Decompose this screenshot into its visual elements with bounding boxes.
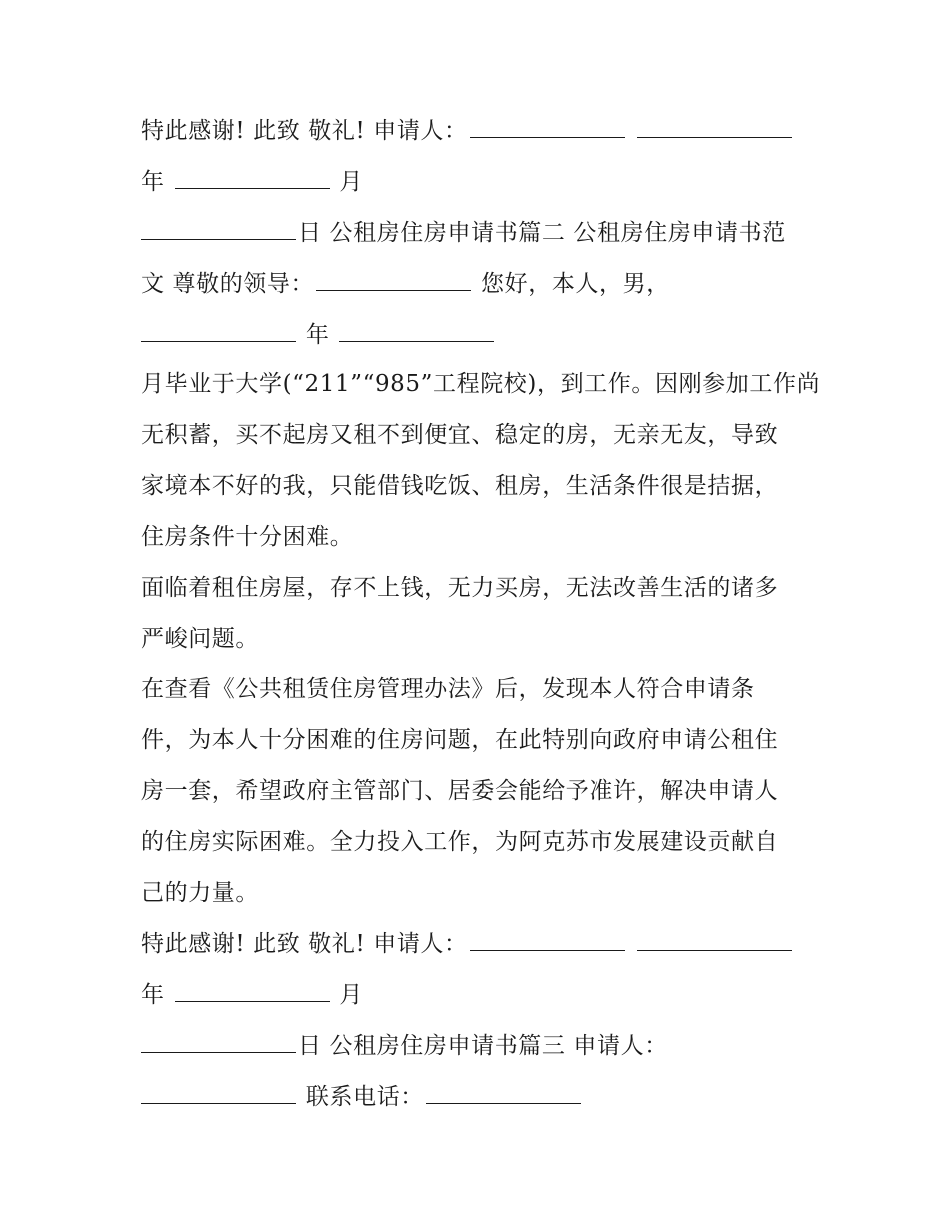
text-line: 家境本不好的我，只能借钱吃饭、租房，生活条件很是拮据， [141,473,779,499]
text-line: 年 月 [141,979,363,1010]
text-line: 在查看《公共租赁住房管理办法》后，发现本人符合申请条 [141,676,755,702]
text-line: 严峻问题。 [141,626,259,652]
blank-field [470,115,625,138]
blank-field [175,979,330,1002]
blank-field [175,166,330,189]
blank-field [470,928,625,951]
text-line: 住房条件十分困难。 [141,524,354,550]
text-line: 特此感谢! 此致 敬礼! 申请人： [141,115,794,146]
text-line: 日 公租房住房申请书篇三 申请人： [141,1030,668,1061]
blank-field [141,1081,296,1104]
blank-field [141,1030,296,1053]
text-line: 的住房实际困难。全力投入工作，为阿克苏市发展建设贡献自 [141,829,779,855]
blank-field [141,217,296,240]
blank-field [637,115,792,138]
text-line: 件，为本人十分困难的住房问题，在此特别向政府申请公租住 [141,727,779,753]
text-line: 无积蓄，买不起房又租不到便宜、稳定的房，无亲无友，导致 [141,422,779,448]
blank-field [339,319,494,342]
text-line: 年 月 [141,166,363,197]
blank-field [637,928,792,951]
text-line: 己的力量。 [141,880,259,906]
blank-field [426,1081,581,1104]
text-line: 月毕业于大学(“211”“985”工程院校)，到工作。因刚参加工作尚 [141,371,821,397]
text-line: 日 公租房住房申请书篇二 公租房住房申请书范 [141,217,786,248]
text-line: 文 尊敬的领导： 您好，本人，男， [141,268,670,299]
text-line: 年 [141,319,496,350]
blank-field [316,268,471,291]
text-line: 房一套，希望政府主管部门、居委会能给予准许，解决申请人 [141,778,779,804]
text-line: 特此感谢! 此致 敬礼! 申请人： [141,928,794,959]
text-line: 面临着租住房屋，存不上钱，无力买房，无法改善生活的诸多 [141,575,779,601]
blank-field [141,319,296,342]
text-line: 联系电话： [141,1081,583,1112]
